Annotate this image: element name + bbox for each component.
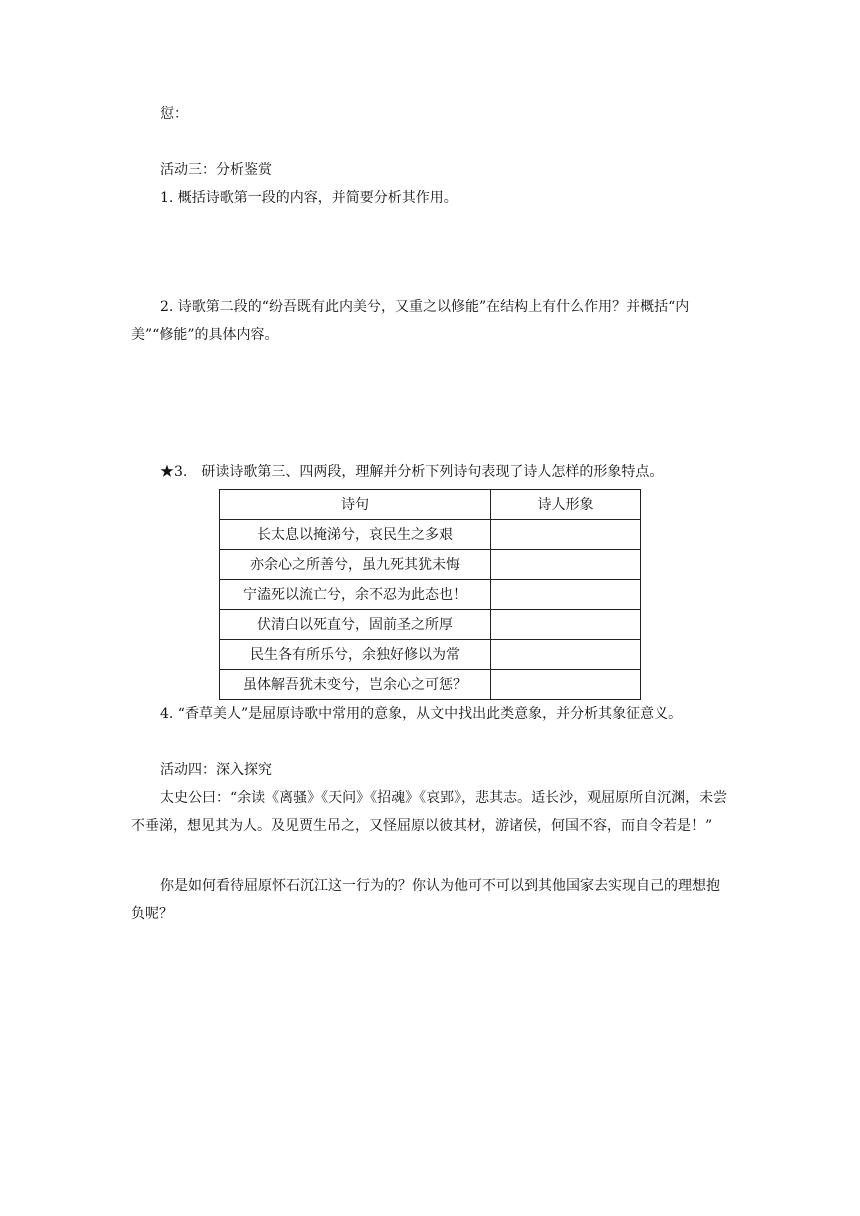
verse-cell: 民生各有所乐兮，余独好修以为常 [220,640,491,670]
table-row [220,550,641,580]
answer-cell[interactable] [491,640,641,670]
poem-table [219,489,641,700]
header-image: 诗人形象 [491,490,641,520]
question-3: ★3. 研读诗歌第三、四两段，理解并分析下列诗句表现了诗人怎样的形象特点。 [160,464,664,480]
activity4-question: 你是如何看待屈原怀石沉江这一行为的？你认为他可不可以到其他国家去实现自己的理想抱负呢？ [131,878,720,922]
answer-cell[interactable] [491,520,641,550]
top-fragment: 愆： [160,106,188,122]
activity3-heading: 活动三：分析鉴赏 [160,162,272,178]
answer-cell[interactable] [491,580,641,610]
taishigong-quote: 太史公曰：“余读《离骚》《天问》《招魂》《哀郢》，悲其志。适长沙，观屈原所自沉渊，未尝不垂涕，想见其为人。及见贾生吊之，又怪屈原以彼其材，游诸侯，何国不容，而自令若是！” [131,790,728,834]
question-1: 1. 概括诗歌第一段的内容，并简要分析其作用。 [160,190,458,206]
verse-cell: 虽体解吾犹未变兮，岂余心之可惩？ [220,670,491,700]
table-row [220,580,641,610]
activity4-heading: 活动四：深入探究 [160,762,272,778]
table-row [220,670,641,700]
verse-cell: 长太息以掩涕兮，哀民生之多艰 [220,520,491,550]
verse-cell: 宁溘死以流亡兮，余不忍为此态也！ [220,580,491,610]
verse-cell: 伏清白以死直兮，固前圣之所厚 [220,610,491,640]
table-header-row [220,490,641,520]
question-2-line-1: 2. 诗歌第二段的“纷吾既有此内美兮，又重之以修能”在结构上有什么作用？并概括“内 [160,299,690,315]
verse-cell: 亦余心之所善兮，虽九死其犹未悔 [220,550,491,580]
question-2-line-2: 美”“修能”的具体内容。 [131,327,279,343]
table-row [220,520,641,550]
question-4: 4. “香草美人”是屈原诗歌中常用的意象，从文中找出此类意象，并分析其象征意义。 [160,706,683,722]
answer-cell[interactable] [491,610,641,640]
answer-cell[interactable] [491,550,641,580]
answer-cell[interactable] [491,670,641,700]
header-verse: 诗句 [220,490,491,520]
table-row [220,610,641,640]
table-row [220,640,641,670]
